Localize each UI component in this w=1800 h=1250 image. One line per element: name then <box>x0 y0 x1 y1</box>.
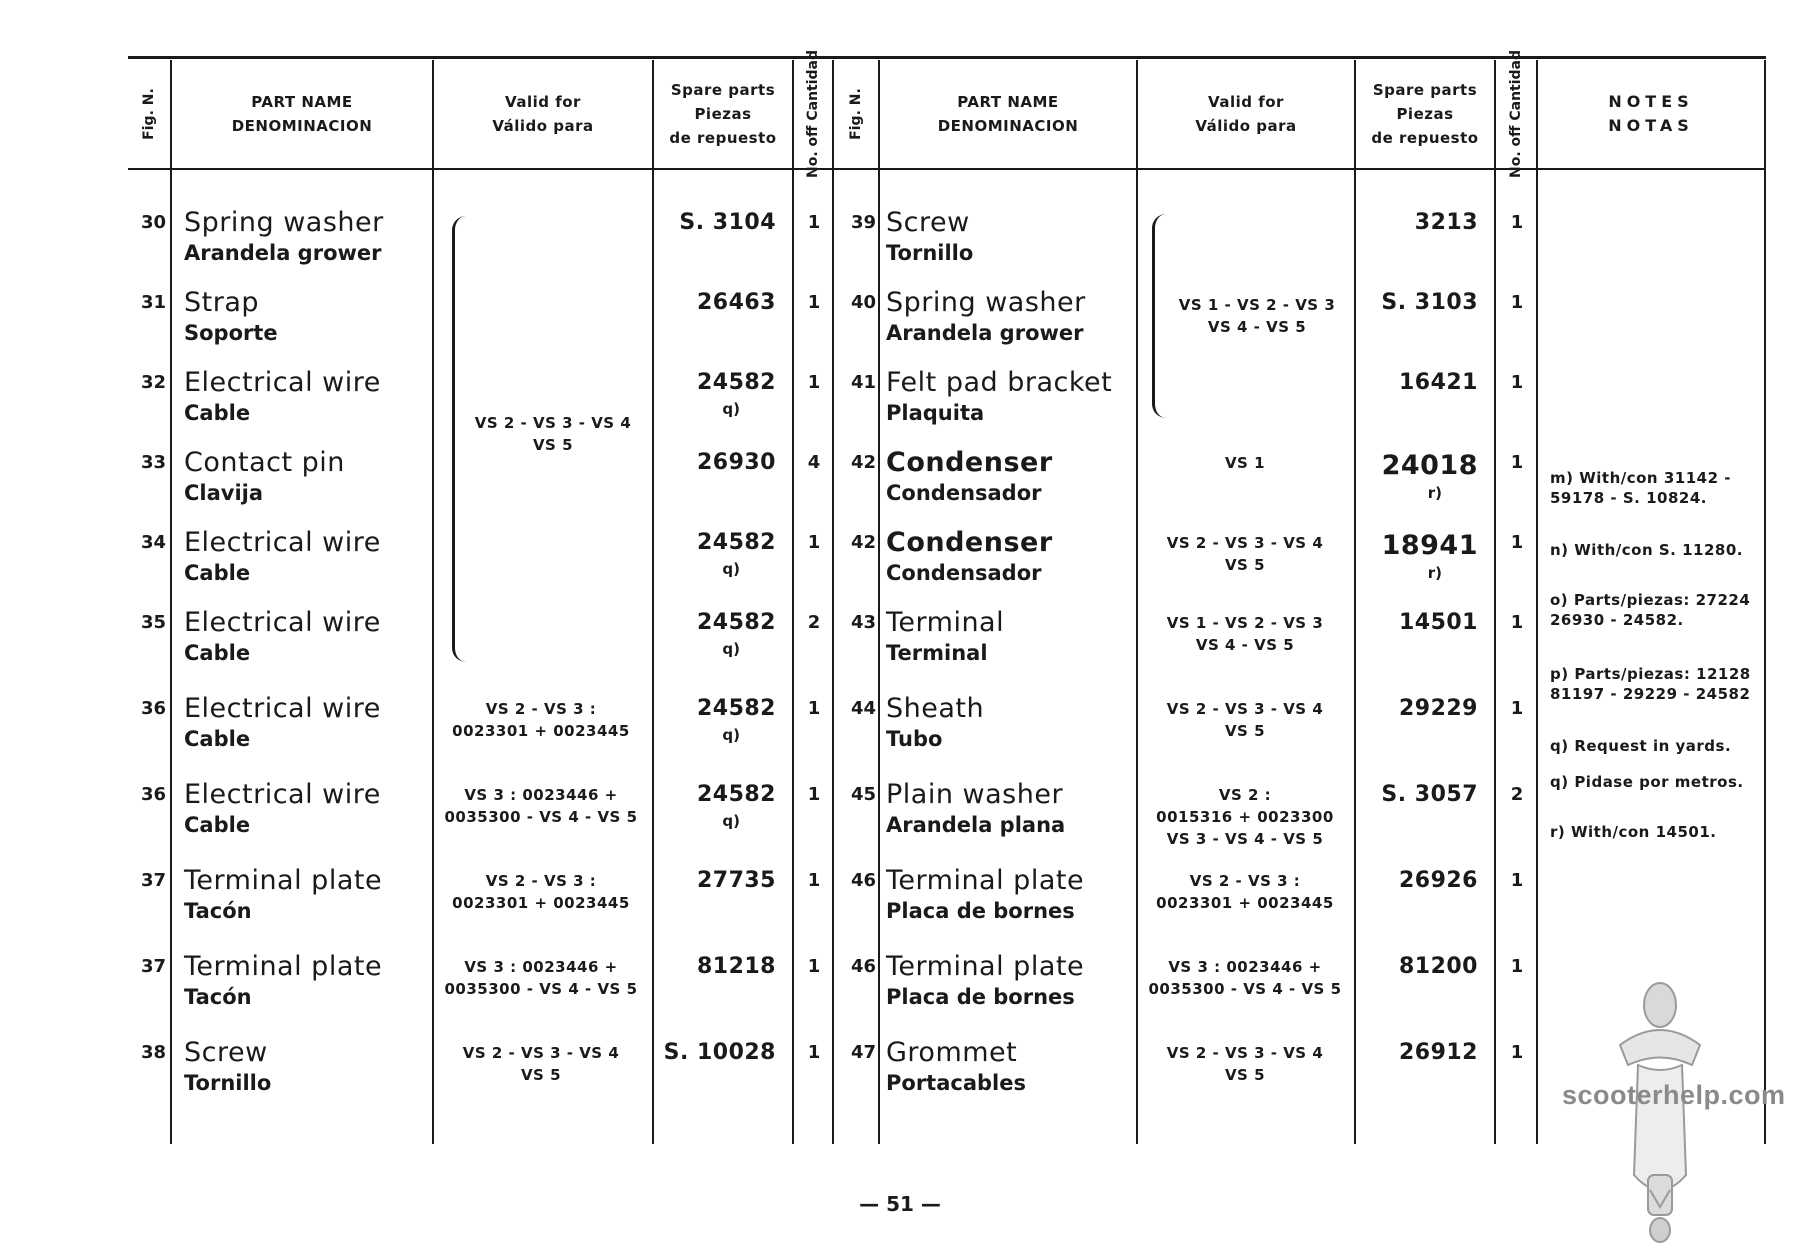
quantity: 4 <box>807 452 821 473</box>
fig-number: 47 <box>850 1042 876 1063</box>
quantity: 1 <box>1510 372 1524 393</box>
table-row <box>0 1037 1638 1120</box>
col-divider <box>1764 60 1766 1144</box>
table-row <box>0 367 1638 450</box>
valid-for: VS 2 - VS 3 : 0023301 + 0023445 <box>452 700 630 740</box>
part-name-es: Placa de bornes <box>886 985 1075 1009</box>
part-name-en: Contact pin <box>184 447 345 478</box>
part-footnote: r) <box>1427 484 1442 502</box>
fig-number: 31 <box>140 292 166 313</box>
quantity: 1 <box>807 870 821 891</box>
quantity: 1 <box>1510 1042 1524 1063</box>
part-name-es: Portacables <box>886 1071 1026 1095</box>
part-name-es: Tornillo <box>184 1071 272 1095</box>
fig-header: Fig. N. <box>141 88 157 140</box>
part-name-header: PART NAME DENOMINACION <box>937 93 1079 135</box>
part-name-es: Terminal <box>886 641 988 665</box>
part-name-es: Arandela grower <box>184 241 382 265</box>
part-name-en: Screw <box>184 1037 268 1068</box>
fig-number: 30 <box>140 212 166 233</box>
part-number: S. 3057 <box>1381 782 1478 807</box>
quantity: 2 <box>1510 784 1524 805</box>
part-number: 81200 <box>1398 954 1478 979</box>
part-number: 24582 <box>696 530 776 555</box>
fig-number: 42 <box>850 452 876 473</box>
quantity: 1 <box>1510 532 1524 553</box>
part-name-es: Cable <box>184 813 251 837</box>
part-number: S. 3103 <box>1381 290 1478 315</box>
valid-for: VS 3 : 0023446 + 0035300 - VS 4 - VS 5 <box>444 786 638 826</box>
fig-number: 37 <box>140 956 166 977</box>
part-name-en: Condenser <box>886 527 1053 558</box>
part-name-es: Cable <box>184 641 251 665</box>
fig-number: 46 <box>850 956 876 977</box>
part-name-en: Terminal plate <box>184 951 383 982</box>
part-name-en: Terminal plate <box>886 951 1085 982</box>
part-name-es: Placa de bornes <box>886 899 1075 923</box>
valid-for: VS 1 - VS 2 - VS 3 VS 4 - VS 5 <box>1166 614 1324 654</box>
part-name-es: Tacón <box>184 985 252 1009</box>
quantity: 1 <box>807 784 821 805</box>
part-name-es: Cable <box>184 401 251 425</box>
part-name-en: Electrical wire <box>184 693 381 724</box>
part-number: 24582 <box>696 696 776 721</box>
part-number: 26912 <box>1398 1040 1478 1065</box>
part-number: 26926 <box>1398 868 1478 893</box>
note-item: n) With/con S. 11280. <box>1550 541 1743 559</box>
notes-header: NOTES NOTAS <box>1608 92 1694 135</box>
valid-for-header: Valid for Válido para <box>1195 93 1297 135</box>
part-number: 24582 <box>696 610 776 635</box>
part-name-es: Soporte <box>184 321 278 345</box>
table-row <box>0 865 1638 948</box>
part-name-en: Electrical wire <box>184 607 381 638</box>
part-name-es: Condensador <box>886 481 1042 505</box>
quantity: 1 <box>1510 212 1524 233</box>
spare-parts-header: Spare parts Piezas de repuesto <box>1371 81 1479 147</box>
fig-number: 38 <box>140 1042 166 1063</box>
qty-header: No. off Cantidad <box>805 49 821 179</box>
part-number: 14501 <box>1398 610 1478 635</box>
part-name-es: Condensador <box>886 561 1042 585</box>
valid-for: VS 2 : 0015316 + 0023300 VS 3 - VS 4 - VS 5 <box>1156 786 1334 848</box>
fig-number: 46 <box>850 870 876 891</box>
fig-number: 35 <box>140 612 166 633</box>
valid-for: VS 2 - VS 3 - VS 4 VS 5 <box>462 1044 620 1084</box>
part-number: 24582 <box>696 370 776 395</box>
part-number: 81218 <box>696 954 776 979</box>
part-name-en: Grommet <box>886 1037 1018 1068</box>
valid-for: VS 2 - VS 3 - VS 4 VS 5 <box>1166 1044 1324 1084</box>
fig-number: 33 <box>140 452 166 473</box>
part-name-es: Tornillo <box>886 241 974 265</box>
part-footnote: r) <box>1427 564 1442 582</box>
part-name-en: Terminal <box>886 607 1005 638</box>
valid-for: VS 2 - VS 3 - VS 4 VS 5 <box>1166 534 1324 574</box>
part-name-es: Tubo <box>886 727 943 751</box>
quantity: 2 <box>807 612 821 633</box>
part-name-es: Cable <box>184 561 251 585</box>
part-number: 29229 <box>1398 696 1478 721</box>
part-number: 27735 <box>696 868 776 893</box>
part-name-es: Plaquita <box>886 401 985 425</box>
note-item: o) Parts/piezas: 27224 26930 - 24582. <box>1550 591 1751 629</box>
valid-group-text: VS 2 - VS 3 - VS 4 VS 5 <box>474 414 632 454</box>
fig-number: 41 <box>850 372 876 393</box>
fig-number: 42 <box>850 532 876 553</box>
part-footnote: q) <box>722 726 740 744</box>
quantity: 1 <box>807 212 821 233</box>
quantity: 1 <box>1510 870 1524 891</box>
part-number: 24582 <box>696 782 776 807</box>
part-name-en: Electrical wire <box>184 367 381 398</box>
table-row <box>0 779 1638 862</box>
table-row <box>0 287 1638 370</box>
part-name-en: Condenser <box>886 447 1053 478</box>
part-name-en: Sheath <box>886 693 985 724</box>
table-row <box>0 951 1638 1034</box>
qty-header: No. off Cantidad <box>1508 49 1524 179</box>
part-name-es: Arandela grower <box>886 321 1084 345</box>
part-name-en: Electrical wire <box>184 527 381 558</box>
quantity: 1 <box>807 956 821 977</box>
part-name-en: Screw <box>886 207 970 238</box>
table-row <box>0 207 1638 290</box>
part-number: S. 10028 <box>663 1040 776 1065</box>
part-number: 3213 <box>1414 210 1478 235</box>
quantity: 1 <box>807 698 821 719</box>
fig-number: 37 <box>140 870 166 891</box>
part-name-en: Strap <box>184 287 260 318</box>
fig-number: 43 <box>850 612 876 633</box>
valid-for: VS 2 - VS 3 : 0023301 + 0023445 <box>452 872 630 912</box>
fig-number: 36 <box>140 784 166 805</box>
quantity: 1 <box>807 532 821 553</box>
quantity: 1 <box>807 1042 821 1063</box>
part-footnote: q) <box>722 400 740 418</box>
part-name-en: Spring washer <box>184 207 384 238</box>
valid-for: VS 3 : 0023446 + 0035300 - VS 4 - VS 5 <box>444 958 638 998</box>
table-row <box>0 607 1638 690</box>
watermark: scooterhelp.com <box>1562 1080 1786 1110</box>
fig-number: 40 <box>850 292 876 313</box>
note-item: q) Request in yards. <box>1550 737 1732 755</box>
part-number: 26463 <box>696 290 776 315</box>
note-item: p) Parts/piezas: 12128 81197 - 29229 - 24582 <box>1550 665 1751 703</box>
fig-number: 34 <box>140 532 166 553</box>
fig-number: 39 <box>850 212 876 233</box>
part-name-es: Clavija <box>184 481 264 505</box>
fig-number: 36 <box>140 698 166 719</box>
spare-parts-header: Spare parts Piezas de repuesto <box>669 81 777 147</box>
part-footnote: q) <box>722 812 740 830</box>
quantity: 1 <box>1510 956 1524 977</box>
note-item: m) With/con 31142 - 59178 - S. 10824. <box>1550 469 1731 507</box>
part-number: S. 3104 <box>679 210 776 235</box>
quantity: 1 <box>1510 292 1524 313</box>
part-number: 26930 <box>696 450 776 475</box>
part-name-es: Arandela plana <box>886 813 1066 837</box>
quantity: 1 <box>807 372 821 393</box>
quantity: 1 <box>1510 452 1524 473</box>
part-number: 24018 <box>1381 450 1478 481</box>
valid-for: VS 3 : 0023446 + 0035300 - VS 4 - VS 5 <box>1148 958 1342 998</box>
part-name-en: Terminal plate <box>886 865 1085 896</box>
part-number: 16421 <box>1398 370 1478 395</box>
valid-for: VS 1 <box>1224 454 1266 472</box>
quantity: 1 <box>1510 612 1524 633</box>
note-item: r) With/con 14501. <box>1550 823 1717 841</box>
fig-number: 32 <box>140 372 166 393</box>
part-name-en: Terminal plate <box>184 865 383 896</box>
valid-group-text: VS 1 - VS 2 - VS 3 VS 4 - VS 5 <box>1178 296 1336 336</box>
part-name-en: Electrical wire <box>184 779 381 810</box>
part-name-en: Felt pad bracket <box>886 367 1113 398</box>
fig-number: 45 <box>850 784 876 805</box>
part-number: 18941 <box>1381 530 1478 561</box>
quantity: 1 <box>1510 698 1524 719</box>
quantity: 1 <box>807 292 821 313</box>
part-name-es: Cable <box>184 727 251 751</box>
table-row <box>0 447 1638 530</box>
page-number: — 51 — <box>859 1192 941 1216</box>
part-name-header: PART NAME DENOMINACION <box>231 93 373 135</box>
fig-header: Fig. N. <box>848 88 864 140</box>
part-footnote: q) <box>722 560 740 578</box>
table-row <box>0 527 1638 610</box>
valid-for: VS 2 - VS 3 - VS 4 VS 5 <box>1166 700 1324 740</box>
valid-for: VS 2 - VS 3 : 0023301 + 0023445 <box>1156 872 1334 912</box>
part-name-en: Spring washer <box>886 287 1086 318</box>
part-name-es: Tacón <box>184 899 252 923</box>
note-item: q) Pidase por metros. <box>1550 773 1744 791</box>
part-footnote: q) <box>722 640 740 658</box>
valid-for-header: Valid for Válido para <box>492 93 594 135</box>
table-row <box>0 693 1638 776</box>
part-name-en: Plain washer <box>886 779 1064 810</box>
fig-number: 44 <box>850 698 876 719</box>
